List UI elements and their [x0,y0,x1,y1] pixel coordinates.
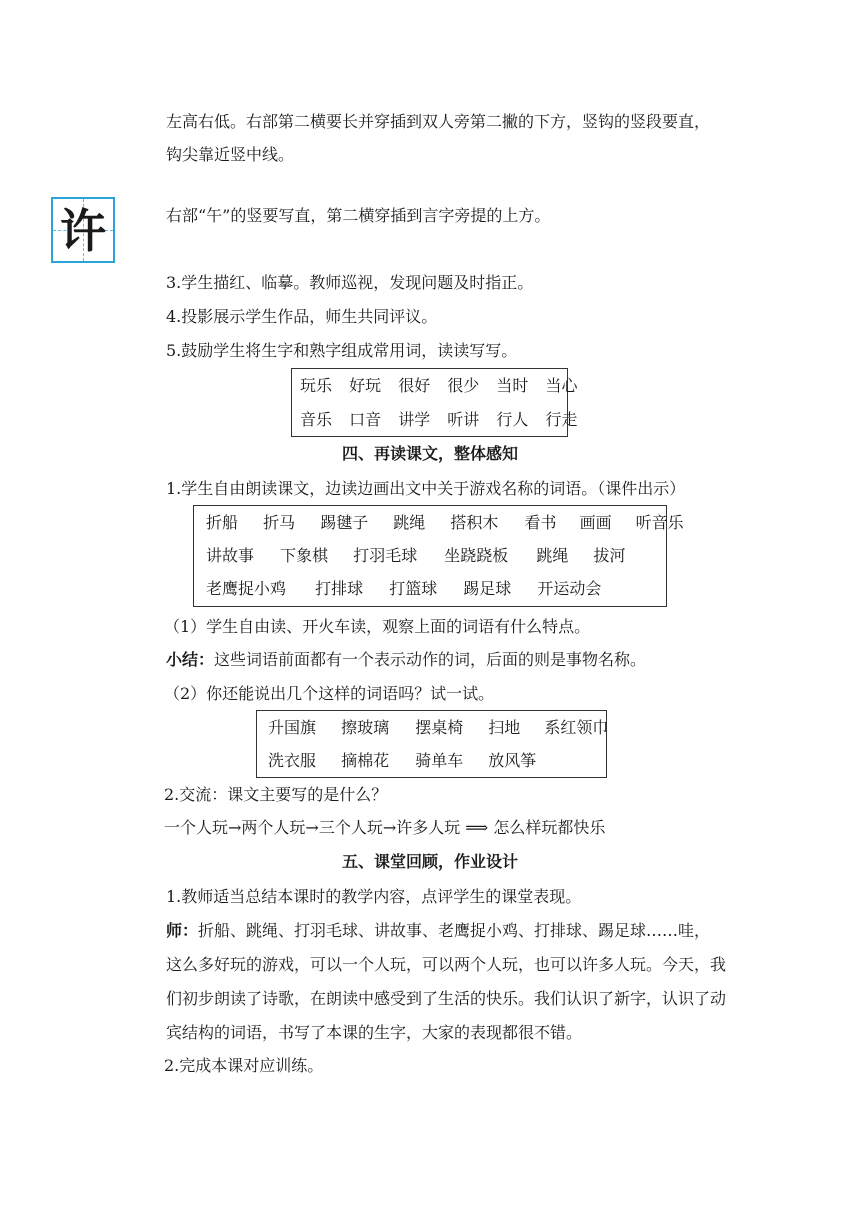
word: 讲学 [398,410,431,429]
word-row [300,378,577,394]
word-box-common-words [291,368,578,437]
step-5: 5.鼓励学生将生字和熟字组成常用词，读读写写。 [166,341,518,360]
summary-text: 这些词语前面都有一个表示动作的词，后面的则是事物名称。 [214,650,647,669]
word: 打羽毛球 [353,546,418,565]
section-5-item-1: 1.教师适当总结本课时的教学内容，点评学生的课堂表现。 [166,887,582,906]
word: 折马 [263,513,296,532]
word: 当心 [545,376,578,395]
word: 音乐 [300,410,333,429]
summary-line [166,652,646,668]
word: 看书 [524,513,557,532]
word: 扫地 [488,718,521,737]
word: 擦玻璃 [341,718,390,737]
word-row [206,548,625,564]
word: 摆桌椅 [415,718,464,737]
word: 放风筝 [488,751,537,770]
word-row [206,581,601,597]
word-row [268,720,608,736]
teacher-line-3: 们初步朗读了诗歌，在朗读中感受到了生活的快乐。我们认识了新字，认识了动 [166,989,727,1008]
practice-character: 许 [60,204,106,258]
word: 开运动会 [537,579,602,598]
word: 听讲 [447,410,480,429]
word: 很少 [447,376,480,395]
section-4-sub-1: （1）学生自由读、开火车读，观察上面的词语有什么特点。 [164,617,591,636]
word: 拔河 [593,546,626,565]
word: 踢毽子 [320,513,369,532]
word: 折船 [206,513,239,532]
word: 跳绳 [393,513,426,532]
word: 跳绳 [536,546,569,565]
word-box-more-phrases [256,710,607,778]
word-box-game-names [193,505,684,607]
word: 讲故事 [206,546,255,565]
word: 骑单车 [415,751,464,770]
word-row [268,753,536,769]
section-4-heading: 四、再读课文，整体感知 [341,444,518,463]
word: 口音 [349,410,382,429]
word: 画画 [579,513,612,532]
word-row [300,412,577,428]
word: 洗衣服 [268,751,317,770]
word: 摘棉花 [341,751,390,770]
word: 打排球 [315,579,364,598]
step-4: 4.投影展示学生作品，师生共同评议。 [166,307,438,326]
step-3: 3.学生描红、临摹。教师巡视，发现问题及时指正。 [166,273,534,292]
section-4-item-1: 1.学生自由朗读课文，边读边画出文中关于游戏名称的词语。（课件出示） [166,479,686,498]
word: 当时 [496,376,529,395]
word-row [206,515,684,531]
word: 老鹰捉小鸡 [206,579,287,598]
summary-label: 小结： [166,650,215,669]
section-4-sub-2: （2）你还能说出几个这样的词语吗？试一试。 [164,684,495,703]
character-grid-box [51,197,115,263]
character-note: 右部“午”的竖要写直，第二横穿插到言字旁提的上方。 [166,206,551,225]
word: 行走 [545,410,578,429]
word: 打篮球 [389,579,438,598]
section-4-item-2: 2.交流：课文主要写的是什么？ [164,785,388,804]
word: 下象棋 [280,546,329,565]
intro-line-1: 左高右低。右部第二横要长并穿插到双人旁第二撇的下方，竖钩的竖段要直， [166,112,711,131]
word: 搭积木 [450,513,499,532]
teacher-line-2: 这么多好玩的游戏，可以一个人玩，可以两个人玩，也可以许多人玩。今天，我 [166,955,727,974]
word: 踢足球 [463,579,512,598]
section-5-heading: 五、课堂回顾，作业设计 [341,852,518,871]
word: 听音乐 [635,513,684,532]
section-5-item-2: 2.完成本课对应训练。 [164,1056,324,1075]
teacher-label: 师： [166,921,199,940]
word: 系红领巾 [544,718,609,737]
word: 升国旗 [268,718,317,737]
word: 好玩 [349,376,382,395]
word: 很好 [398,376,431,395]
word: 坐跷跷板 [444,546,509,565]
word: 行人 [496,410,529,429]
teacher-line-4: 宾结构的词语，书写了本课的生字，大家的表现都很不错。 [166,1023,583,1042]
teacher-line-1 [166,923,710,939]
flow-summary: 一个人玩→两个人玩→三个人玩→许多人玩 ⟹ 怎么样玩都快乐 [164,818,606,837]
teacher-text: 折船、跳绳、打羽毛球、讲故事、老鹰捉小鸡、打排球、踢足球……哇， [198,921,711,940]
intro-line-2: 钩尖靠近竖中线。 [166,145,295,164]
word: 玩乐 [300,376,333,395]
